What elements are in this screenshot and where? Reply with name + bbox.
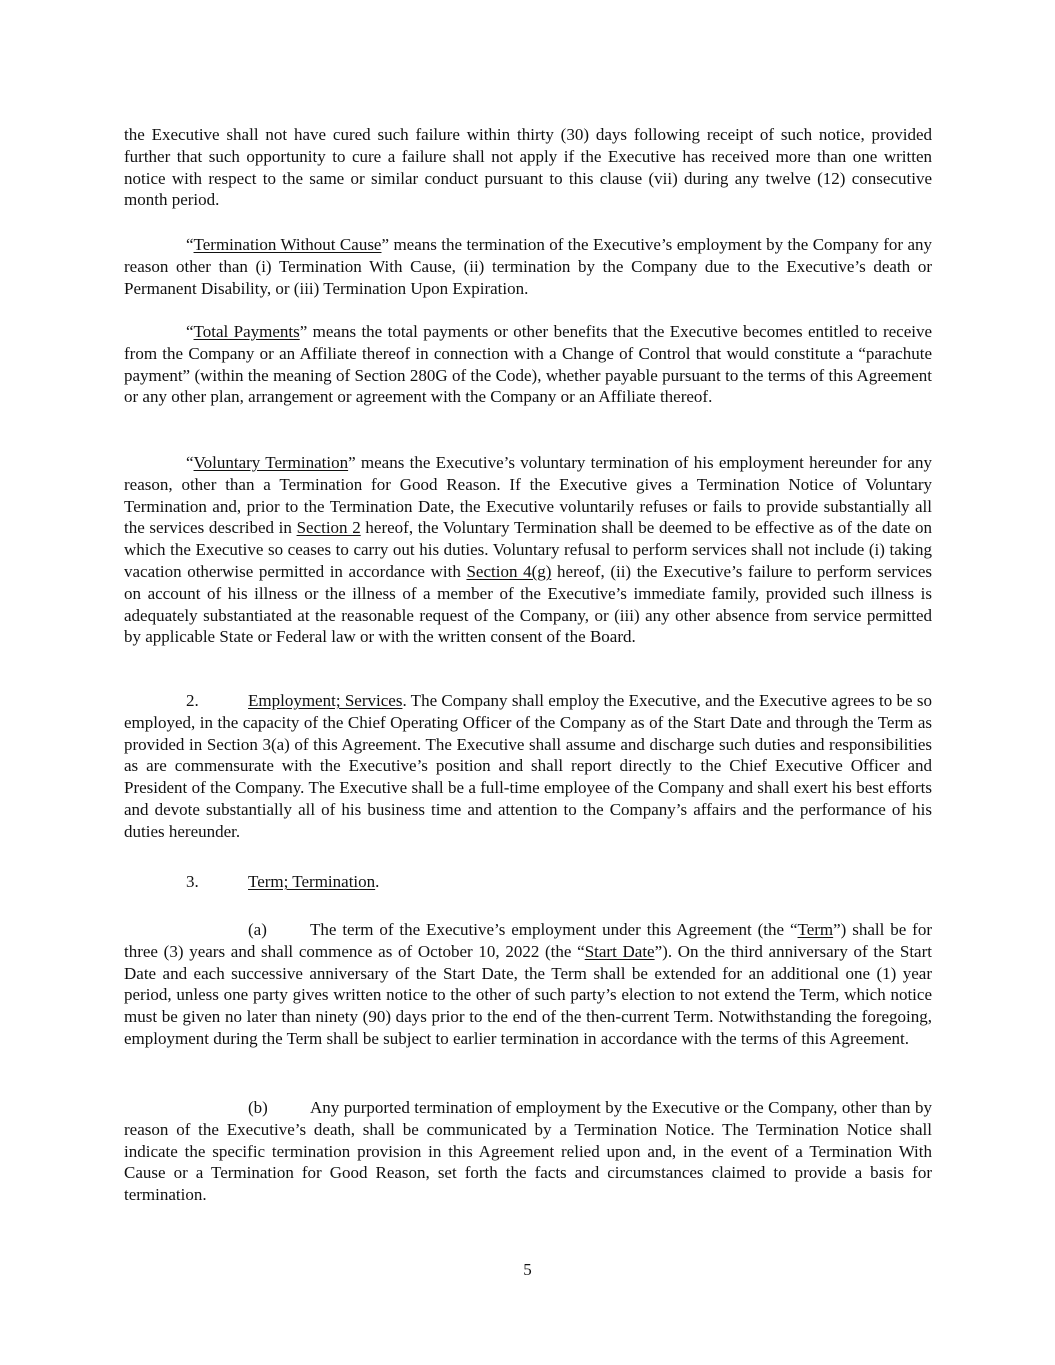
section-3b-termination-notice xyxy=(124,1097,932,1206)
subsection-text: ”). On the third anniversary of the Start Date and each successive anniversary of the Start Date, the Term shall be extended for an additional one (1) year period, unless one party gives written notice to the other of such party’s election to not extend the Term, which notice must be given no later than ninety (90) days prior to the end of the then-current Term. Notwithstanding the foregoing, employment during the Term shall be subject to earlier termination in accordance with the terms of this Agreement. xyxy=(124,941,932,1048)
definition-text: ” means the termination of the Executive’s employment by the Company for any reason other than (i) Termination With Cause, (ii) termination by the Company due to the Executive’s death or Permanent Disability, or (iii) Termination Upon Expiration. xyxy=(124,235,932,298)
open-quote: “ xyxy=(186,322,194,341)
definition-termination-without-cause xyxy=(124,234,932,299)
section-2-employment xyxy=(124,690,932,843)
open-quote: “ xyxy=(186,235,194,254)
defined-term: Termination Without Cause xyxy=(193,235,382,254)
definition-total-payments xyxy=(124,321,932,408)
defined-term: Voluntary Termination xyxy=(193,453,349,472)
subsection-text: Any purported termination of employment by the Executive or the Company, other than by reason of the Executive’s death, shall be communicated by a Termination Notice. The Termination Notice shall indicate the specific termination provision in this Agreement relied upon and, in the event of a Termination With Cause or a Termination for Good Reason, set forth the facts and circumstances claimed to provide a basis for termination. xyxy=(124,1098,932,1205)
subsection-text: The term of the Executive’s employment under this Agreement (the “ xyxy=(310,920,798,939)
section-3-heading xyxy=(124,871,932,893)
definition-text: hereof, (ii) the Executive’s failure to perform services on account of his illness or the illness of a member of the Executive’s immediate family, provided such illness is adequately substantiated at the reasonable request of the Company, or (iii) any other absence from service permitted by applicable State or Federal law or with the written consent of the Board. xyxy=(124,561,932,647)
definition-voluntary-termination xyxy=(124,452,932,648)
section-reference: Section 2 xyxy=(296,518,361,538)
definition-text: hereof, the Voluntary Termination shall be deemed to be effective as of the date on which the Executive so ceases to carry out his duties. Voluntary refusal to perform services shall not include (i) taking vacation otherwise permitted in accordance with xyxy=(124,518,932,581)
defined-term: Start Date xyxy=(584,941,655,961)
definition-text: ” means the total payments or other benefits that the Executive becomes entitled to receive from the Company or an Affiliate thereof in connection with a Change of Control that would constitute a “parachute payment” (within the meaning of Section 280G of the Code), whether payable pursuant to the terms of this Agreement or any other plan, arrangement or agreement with the Company or an Affiliate thereof. xyxy=(124,322,933,407)
heading-period: . xyxy=(375,872,380,891)
subsection-label: (a) xyxy=(248,920,267,939)
section-number: 3. xyxy=(186,872,199,891)
section-number: 2. xyxy=(186,691,199,710)
section-reference: Section 4(g) xyxy=(466,561,552,581)
subsection-text: ”) shall be for three (3) years and shall commence as of October 10, 2022 (the “ xyxy=(124,920,932,961)
paragraph-text: the Executive shall not have cured such failure within thirty (30) days following receipt of such notice, provided further that such opportunity to cure a failure shall not apply if the Executive has received more than one written notice with respect to the same or similar conduct pursuant to this clause (vii) during any twelve (12) consecutive month period. xyxy=(124,125,932,210)
definition-text: ” means the Executive’s voluntary termination of his employment hereunder for any reason, other than a Termination for Good Reason. If the Executive gives a Termination Notice of Voluntary Termination and, prior to the Termination Date, the Executive voluntarily refuses or fails to provide substantially all the services described in xyxy=(124,453,932,538)
paragraph-cure-clause xyxy=(124,124,932,211)
open-quote: “ xyxy=(186,453,194,472)
section-3a-term xyxy=(124,919,932,1050)
defined-term: Total Payments xyxy=(193,322,300,341)
section-heading: Term; Termination xyxy=(248,872,376,891)
defined-term: Term xyxy=(797,920,834,939)
section-text: . The Company shall employ the Executive, and the Executive agrees to be so employed, in the capacity of the Chief Operating Officer of the Company as of the Start Date and through the Term as provided in Section 3(a) of this Agreement. The Executive shall assume and discharge such duties and responsibilities as are commensurate with the Executive’s position and shall report directly to the Chief Executive Officer and President of the Company. The Executive shall be a full-time employee of the Company and shall exert his best efforts and devote substantially all of his business time and attention to the Company’s affairs and the performance of his duties hereunder. xyxy=(124,691,932,841)
page-number: 5 xyxy=(523,1260,532,1279)
subsection-label: (b) xyxy=(248,1098,268,1117)
section-heading: Employment; Services xyxy=(248,691,403,710)
